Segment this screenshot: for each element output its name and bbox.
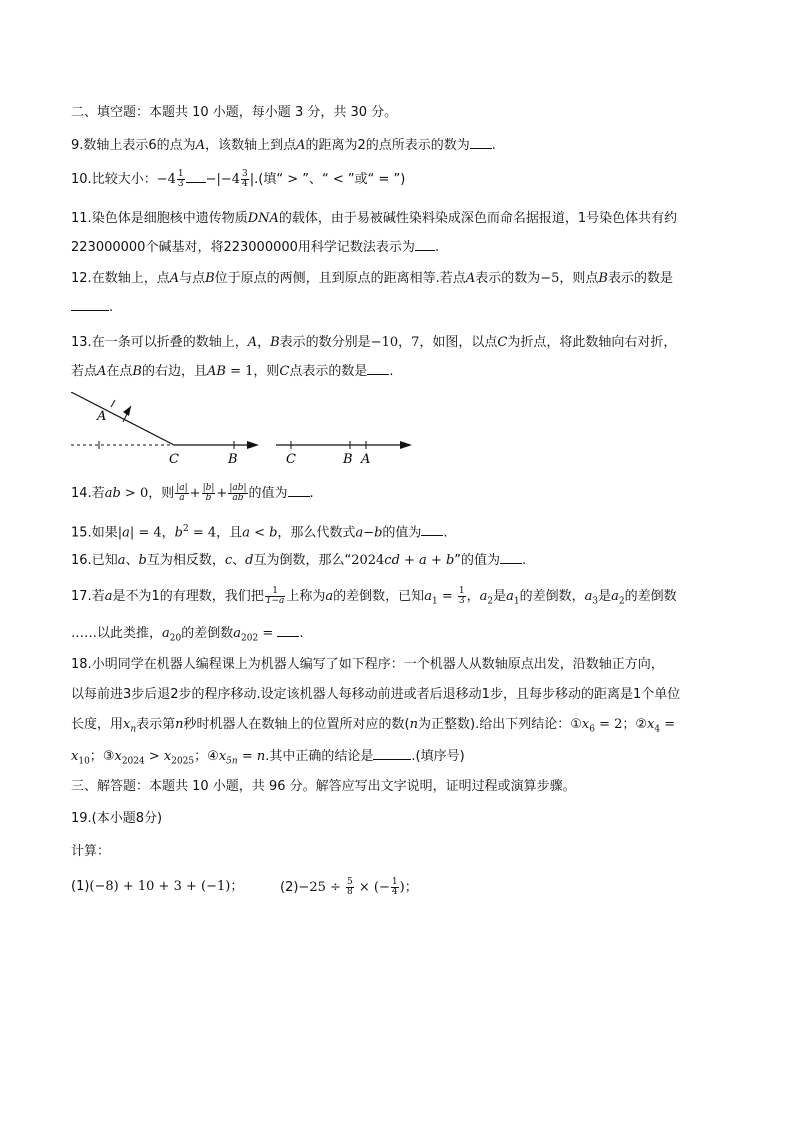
math-expr: b [174,525,183,541]
math-op: > [144,749,164,764]
subscript: 2 [487,596,494,607]
math-expr: AB [207,364,226,379]
math-op: + [189,486,201,501]
section-heading-fill-in [71,104,731,122]
text: 以每前进3步后退2步的程序移动.设定该机器人每移动前进或者后退移动1步，且每步移动的距离是1个单位 [71,687,681,702]
fraction-numerator: |a| [176,483,188,493]
label-c: C [286,452,296,464]
number-line-figure [71,392,421,464]
text: 秒时机器人在数轴上的位置所对应的数( [183,717,410,732]
fraction-numerator: |b| [202,483,215,493]
fraction [228,484,247,503]
fraction [458,587,466,606]
math-var: a [104,589,113,604]
text: ， [257,335,271,350]
text: 表示的数是 [607,271,673,286]
text: 的距离为2的点所表示的数为 [305,138,470,153]
subscript: 6 [589,724,595,735]
math-var: a [424,589,432,604]
subscript: n [130,724,137,735]
text: 在点 [106,364,133,379]
math-op: + [216,486,228,501]
option-marker: ① [570,717,582,732]
math-var: B [132,364,142,379]
fraction-numerator: 3 [242,169,248,179]
subscript: 10 [78,756,90,767]
answer-blank[interactable] [373,747,411,760]
question-11-line-1 [71,210,731,228]
text: 的差倒数 [181,626,234,641]
text: ，该数轴上到点 [205,138,297,153]
fraction-numerator: 1 [391,877,398,887]
text: 表示的数为 [475,271,541,286]
text: ； [622,717,636,732]
question-9 [71,136,731,155]
subscript: 4 [654,724,661,735]
fraction-denominator: 3 [177,179,184,189]
text: ； [194,749,208,764]
fraction-denominator: 8 [347,887,353,897]
section-title: 二、填空题：本题共 10 小题，每小题 3 分，共 30 分。 [71,105,398,120]
question-13-line-1 [71,334,731,352]
subscript: 3 [592,596,599,607]
math-var: A [195,138,206,153]
text: ，则点 [559,271,599,286]
math-expr: = [660,717,676,732]
question-14 [71,484,731,503]
fraction-denominator: 4 [242,179,248,189]
text: . [434,240,440,255]
text: . [522,553,527,568]
math-var: a [479,589,488,604]
text: 的载体，由于易被碱性染料染成深色而命名据报道，1号染色体共有约 [278,211,678,226]
fraction [241,170,249,189]
question-15 [71,520,731,542]
math-expr: = 1 [225,364,254,379]
math-var: x [647,717,655,732]
question-number: 11. [71,211,92,226]
label-b: B [343,452,353,464]
math-expr: = 2 [594,717,623,732]
subscript: 20 [169,633,182,644]
answer-blank[interactable] [500,551,522,564]
math-op: = [437,589,457,604]
fraction-denominator: 1−a [265,596,285,606]
text: ； [404,880,418,895]
text: ，如图，以点 [419,335,498,350]
math-expr: −25 ÷ [298,880,346,895]
math-expr: ) [399,880,405,895]
label-c: C [169,452,179,464]
math-var: B [205,271,215,286]
text: ； [230,879,244,894]
text: 的值为 [248,486,288,501]
math-var: C [279,364,290,379]
text: .(填序号) [411,749,465,764]
math-expr: |a| [117,525,135,541]
question-16 [71,551,731,570]
text: 若点 [71,364,98,379]
math-var: A [465,271,476,286]
question-10 [71,170,731,189]
text: 的差倒数， [519,589,585,604]
math-var: d [245,553,254,568]
fraction-denominator: 3 [458,596,465,606]
math-var: a [117,553,126,568]
math-expr: = 4 [188,525,217,541]
text: 比较大小： [91,172,157,187]
answer-blank[interactable] [421,523,443,536]
text: 若 [91,486,105,501]
subscript: 5n [226,756,238,767]
question-19-header [71,810,731,828]
question-number: 18. [71,657,92,672]
text: ”的值为 [454,553,501,568]
part-2 [280,878,418,897]
fraction-denominator: ab [232,493,244,503]
answer-blank[interactable] [367,362,389,375]
text: ，且 [216,525,243,541]
fraction-numerator: 1 [458,586,465,596]
part-label: (2) [280,880,299,895]
question-18-line-1 [71,656,731,674]
math-var: x [218,749,227,764]
text: 在数轴上，点 [91,271,170,286]
text: ； [89,749,103,764]
fraction-denominator: 4 [391,887,398,897]
fraction [265,587,286,606]
math-expr: a < b [242,525,278,541]
math-expr: = 4 [134,525,162,541]
question-number: 9. [71,138,84,153]
math-var: n [409,717,418,732]
subscript: 1 [431,596,438,607]
text: . [299,626,304,641]
text: . [491,138,496,153]
subscript: 2024 [121,756,145,767]
question-number: 12. [71,271,92,286]
subscript: 2 [618,596,625,607]
question-13-line-2 [71,362,731,381]
answer-blank[interactable] [470,136,492,149]
text: 的右边，且 [141,364,207,379]
section-title: 三、解答题：本题共 10 小题，共 96 分。解答应写出文字说明，证明过程或演算步骤。 [71,779,576,794]
fold-arrow-head [123,406,131,416]
answer-blank[interactable] [277,624,299,637]
question-number: 14. [71,486,92,501]
fraction [202,484,216,503]
number: 223000000 [71,240,146,255]
subscript: 1 [513,596,520,607]
text: 用科学记数法表示为 [297,240,415,255]
fraction-numerator: 5 [347,877,353,887]
tick-mark [111,400,115,407]
number: −5 [540,271,560,286]
math-var: b [138,553,147,568]
text: 个碱基对，将 [145,240,224,255]
number: −10，7 [370,335,420,350]
text: .其中正确的结论是 [265,749,374,764]
text: 的值为 [382,525,422,541]
question-18-line-4 [71,747,731,771]
text: 、 [232,553,246,568]
number: 223000000 [223,240,298,255]
math-expr: > 0 [120,486,149,501]
question-number: 17. [71,589,92,604]
math-var: B [270,335,280,350]
axis-arrow [247,441,259,449]
text: 点表示的数是 [289,364,368,379]
math-var: x [71,749,79,764]
question-18-line-2 [71,686,731,704]
text: 为折点，将此数轴向右对折， [507,335,677,350]
math-expr: ab [104,486,121,501]
question-19-parts [71,878,731,896]
text: 互为倒数，那么“ [253,553,352,568]
text: ， [466,589,480,604]
text: 的差倒数，已知 [333,589,425,604]
text: 长度，用 [71,717,124,732]
text: 、 [125,553,139,568]
text: 互为相反数， [146,553,225,568]
text: 上称为 [286,589,326,604]
text: 是 [493,589,507,604]
question-18-line-3 [71,716,731,739]
math-var: DNA [247,211,279,226]
math-expr: = n [237,749,266,764]
text: . [389,364,394,379]
text: . [109,300,114,315]
text: 染色体是细胞核中遗传物质 [91,211,248,226]
fraction-numerator: 1 [177,169,184,179]
text: 数轴上表示6的点为 [83,138,196,153]
question-17-line-2 [71,624,731,648]
text: 是 [598,589,612,604]
fraction [346,878,354,897]
answer-blank[interactable] [288,484,310,497]
question-11-line-2 [71,238,731,257]
math-expr: (−8) + 10 + 3 + (−1) [89,879,231,894]
math-var: a [233,626,242,641]
text: ……以此类推， [71,626,163,641]
math-var: C [497,335,508,350]
text: ，那么代数式 [277,525,356,541]
math-var: x [581,717,590,732]
part-label: (1) [71,879,90,894]
subscript: 202 [241,633,259,644]
fraction-numerator: 1 [265,587,286,597]
fraction [177,170,185,189]
text: 小明同学在机器人编程课上为机器人编写了如下程序：一个机器人从数轴原点出发，沿数轴正方向， [91,657,664,672]
section-heading-solve [71,778,731,796]
text: . [309,486,314,501]
math-var: A [97,364,107,379]
fraction-denominator: a [179,493,185,503]
question-12-line-1 [71,270,731,288]
math-var: a [584,589,593,604]
question-19-instruction [71,843,731,861]
text: 与点 [179,271,206,286]
text: 位于原点的两侧，且到原点的距离相等.若点 [214,271,466,286]
option-marker: ④ [207,749,219,764]
text: 为正整数).给出下列结论： [418,717,571,732]
text: 如果 [91,525,118,541]
question-number: 15. [71,525,92,541]
text: 在一条可以折叠的数轴上， [91,335,248,350]
math-var: A [169,271,180,286]
answer-blank[interactable] [186,170,206,183]
text: 是不为1的有理数，我们把 [112,589,264,604]
math-var: a [325,589,334,604]
math-var: x [163,749,172,764]
math-var: a [506,589,514,604]
math-expr: 2024 [351,553,385,568]
math-var: B [598,271,608,286]
math-var: a [162,626,170,641]
math-expr: a−b [355,525,383,541]
text: . [443,525,448,541]
math-expr: cd + a + b [384,553,455,568]
question-header: 19.(本小题8分) [71,811,163,826]
question-12-line-2 [71,298,731,317]
exponent: 2 [183,524,189,534]
math-var: x [114,749,122,764]
math-expr: × (− [354,880,390,895]
math-var: A [247,335,258,350]
math-var: c [224,553,233,568]
text: ，则 [253,364,280,379]
text: ， [161,525,175,541]
text: 表示第 [136,717,176,732]
text: ，则 [148,486,175,501]
text: 若 [91,589,105,604]
math-op: = [258,626,278,641]
math-var: x [123,717,131,732]
text: 表示的数分别是 [279,335,371,350]
label-b: B [228,452,238,464]
label-a: A [97,409,107,424]
text: 计算： [71,844,111,859]
math-var: a [611,589,619,604]
folded-line [71,392,174,445]
question-number: 10. [71,172,92,187]
answer-blank[interactable] [71,298,109,311]
label-a: A [361,452,371,464]
math-expr: −|−4 [205,172,241,187]
question-number: 16. [71,553,92,568]
answer-blank[interactable] [415,238,435,251]
math-var: A [296,138,306,153]
fraction [175,484,188,503]
option-marker: ③ [102,749,115,764]
text: 的差倒数 [624,589,677,604]
question-17-line-1 [71,587,731,611]
subscript: 2025 [171,756,195,767]
fraction-numerator: |ab| [229,483,247,493]
math-var: n [175,717,184,732]
question-number: 13. [71,335,92,350]
axis-arrow [400,441,412,449]
option-marker: ② [635,717,648,732]
fraction-denominator: b [205,493,212,503]
text: 已知 [91,553,118,568]
fraction [391,878,399,897]
math-expr: −4 [156,172,176,187]
part-1 [71,879,243,894]
text: |.(填“ > ”、“ < ”或“ = ”) [249,172,406,187]
